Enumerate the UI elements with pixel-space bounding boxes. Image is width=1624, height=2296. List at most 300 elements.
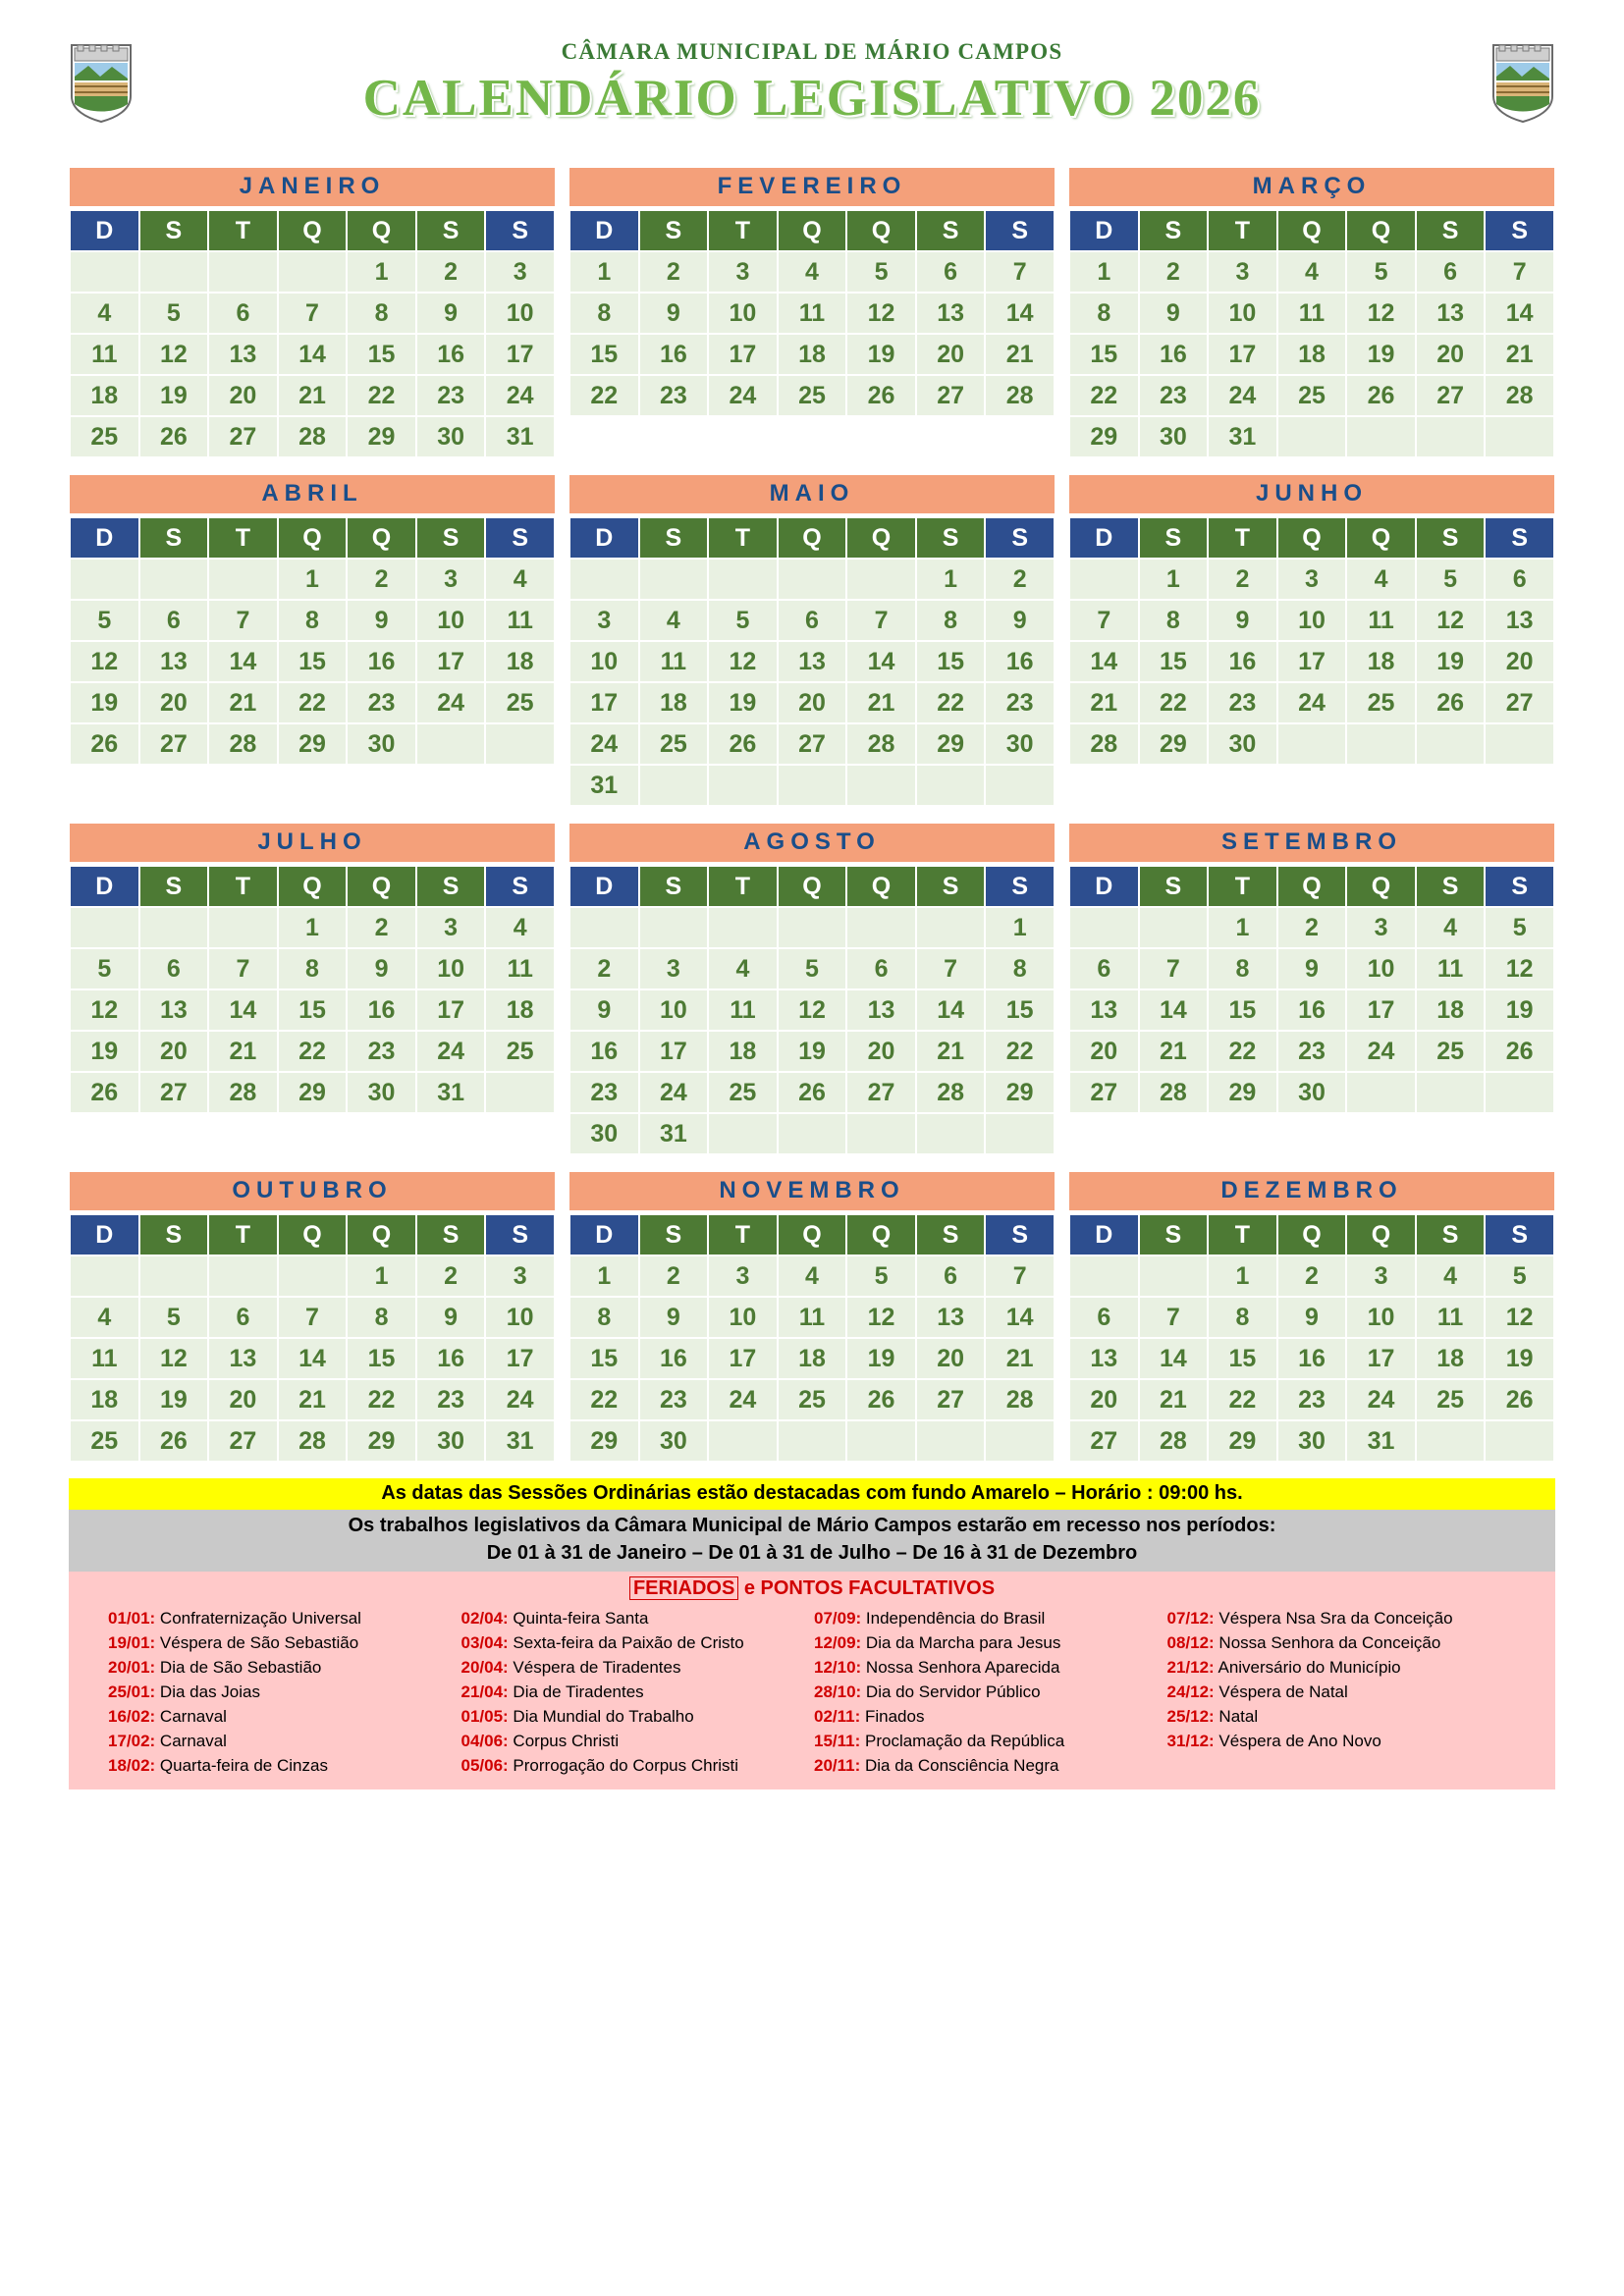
day-cell[interactable]: 14 <box>279 335 347 374</box>
day-cell[interactable]: 11 <box>779 294 846 333</box>
day-cell[interactable]: 7 <box>279 1298 347 1337</box>
day-cell[interactable]: 7 <box>1070 601 1138 640</box>
day-cell[interactable]: 1 <box>570 252 638 292</box>
day-cell[interactable]: 18 <box>640 683 708 722</box>
day-cell[interactable]: 18 <box>486 642 554 681</box>
day-cell[interactable]: 28 <box>986 376 1054 415</box>
day-cell[interactable]: 15 <box>279 990 347 1030</box>
day-cell[interactable]: 21 <box>917 1032 985 1071</box>
day-cell[interactable]: 6 <box>1417 252 1485 292</box>
day-cell[interactable]: 14 <box>986 1298 1054 1337</box>
day-cell[interactable]: 19 <box>71 683 138 722</box>
day-cell[interactable]: 18 <box>709 1032 777 1071</box>
day-cell[interactable]: 1 <box>1209 908 1276 947</box>
day-cell[interactable]: 10 <box>1347 1298 1415 1337</box>
day-cell[interactable]: 31 <box>486 417 554 456</box>
day-cell[interactable]: 10 <box>486 1298 554 1337</box>
day-cell[interactable]: 5 <box>1486 908 1553 947</box>
day-cell[interactable]: 11 <box>709 990 777 1030</box>
day-cell[interactable]: 18 <box>1417 990 1485 1030</box>
day-cell[interactable]: 9 <box>417 1298 485 1337</box>
day-cell[interactable]: 19 <box>847 1339 915 1378</box>
day-cell[interactable]: 26 <box>1486 1380 1553 1419</box>
day-cell[interactable]: 11 <box>486 949 554 988</box>
day-cell[interactable]: 11 <box>1417 1298 1485 1337</box>
day-cell[interactable]: 16 <box>1140 335 1208 374</box>
day-cell[interactable]: 28 <box>1140 1073 1208 1112</box>
day-cell[interactable]: 6 <box>209 294 277 333</box>
day-cell[interactable]: 25 <box>71 1421 138 1461</box>
day-cell[interactable]: 24 <box>1278 683 1346 722</box>
day-cell[interactable]: 5 <box>1486 1256 1553 1296</box>
day-cell[interactable]: 13 <box>1417 294 1485 333</box>
day-cell[interactable]: 2 <box>640 1256 708 1296</box>
day-cell[interactable]: 26 <box>140 417 208 456</box>
day-cell[interactable]: 3 <box>640 949 708 988</box>
day-cell[interactable]: 14 <box>1486 294 1553 333</box>
day-cell[interactable]: 2 <box>1278 908 1346 947</box>
day-cell[interactable]: 18 <box>779 335 846 374</box>
day-cell[interactable]: 27 <box>209 417 277 456</box>
day-cell[interactable]: 21 <box>1140 1380 1208 1419</box>
day-cell[interactable]: 6 <box>1070 949 1138 988</box>
day-cell[interactable]: 29 <box>348 417 415 456</box>
day-cell[interactable]: 8 <box>570 1298 638 1337</box>
day-cell[interactable]: 27 <box>779 724 846 764</box>
day-cell[interactable]: 1 <box>570 1256 638 1296</box>
day-cell[interactable]: 1 <box>1209 1256 1276 1296</box>
day-cell[interactable]: 8 <box>1070 294 1138 333</box>
day-cell[interactable]: 19 <box>140 1380 208 1419</box>
day-cell[interactable]: 31 <box>417 1073 485 1112</box>
day-cell[interactable]: 1 <box>348 1256 415 1296</box>
day-cell[interactable]: 12 <box>709 642 777 681</box>
day-cell[interactable]: 27 <box>1070 1073 1138 1112</box>
day-cell[interactable]: 23 <box>640 1380 708 1419</box>
day-cell[interactable]: 26 <box>779 1073 846 1112</box>
day-cell[interactable]: 21 <box>1070 683 1138 722</box>
day-cell[interactable]: 21 <box>847 683 915 722</box>
day-cell[interactable]: 29 <box>1209 1073 1276 1112</box>
day-cell[interactable]: 27 <box>1070 1421 1138 1461</box>
day-cell[interactable]: 4 <box>1417 908 1485 947</box>
day-cell[interactable]: 13 <box>209 1339 277 1378</box>
day-cell[interactable]: 3 <box>486 1256 554 1296</box>
day-cell[interactable]: 25 <box>486 683 554 722</box>
day-cell[interactable]: 22 <box>279 683 347 722</box>
day-cell[interactable]: 24 <box>417 683 485 722</box>
day-cell[interactable]: 9 <box>348 949 415 988</box>
day-cell[interactable]: 21 <box>986 335 1054 374</box>
day-cell[interactable]: 11 <box>1347 601 1415 640</box>
day-cell[interactable]: 6 <box>779 601 846 640</box>
day-cell[interactable]: 16 <box>417 1339 485 1378</box>
day-cell[interactable]: 29 <box>1070 417 1138 456</box>
day-cell[interactable]: 17 <box>1278 642 1346 681</box>
day-cell[interactable]: 10 <box>417 949 485 988</box>
day-cell[interactable]: 25 <box>1417 1032 1485 1071</box>
day-cell[interactable]: 1 <box>348 252 415 292</box>
day-cell[interactable]: 24 <box>1347 1380 1415 1419</box>
day-cell[interactable]: 22 <box>1140 683 1208 722</box>
day-cell[interactable]: 30 <box>1278 1073 1346 1112</box>
day-cell[interactable]: 17 <box>570 683 638 722</box>
day-cell[interactable]: 29 <box>279 1073 347 1112</box>
day-cell[interactable]: 20 <box>917 335 985 374</box>
day-cell[interactable]: 27 <box>917 376 985 415</box>
day-cell[interactable]: 19 <box>1347 335 1415 374</box>
day-cell[interactable]: 31 <box>640 1114 708 1153</box>
day-cell[interactable]: 12 <box>847 294 915 333</box>
day-cell[interactable]: 7 <box>1140 1298 1208 1337</box>
day-cell[interactable]: 20 <box>209 376 277 415</box>
day-cell[interactable]: 11 <box>486 601 554 640</box>
day-cell[interactable]: 29 <box>917 724 985 764</box>
day-cell[interactable]: 12 <box>71 642 138 681</box>
day-cell[interactable]: 20 <box>1070 1032 1138 1071</box>
day-cell[interactable]: 2 <box>417 252 485 292</box>
day-cell[interactable]: 15 <box>1070 335 1138 374</box>
day-cell[interactable]: 29 <box>570 1421 638 1461</box>
day-cell[interactable]: 19 <box>1417 642 1485 681</box>
day-cell[interactable]: 22 <box>570 1380 638 1419</box>
day-cell[interactable]: 3 <box>709 1256 777 1296</box>
day-cell[interactable]: 3 <box>709 252 777 292</box>
day-cell[interactable]: 6 <box>847 949 915 988</box>
day-cell[interactable]: 19 <box>779 1032 846 1071</box>
day-cell[interactable]: 22 <box>986 1032 1054 1071</box>
day-cell[interactable]: 2 <box>570 949 638 988</box>
day-cell[interactable]: 2 <box>640 252 708 292</box>
day-cell[interactable]: 27 <box>847 1073 915 1112</box>
day-cell[interactable]: 15 <box>570 1339 638 1378</box>
day-cell[interactable]: 7 <box>279 294 347 333</box>
day-cell[interactable]: 8 <box>279 949 347 988</box>
day-cell[interactable]: 4 <box>1347 560 1415 599</box>
day-cell[interactable]: 28 <box>279 417 347 456</box>
day-cell[interactable]: 11 <box>71 335 138 374</box>
day-cell[interactable]: 15 <box>570 335 638 374</box>
day-cell[interactable]: 28 <box>209 724 277 764</box>
day-cell[interactable]: 28 <box>279 1421 347 1461</box>
day-cell[interactable]: 2 <box>1140 252 1208 292</box>
day-cell[interactable]: 31 <box>1209 417 1276 456</box>
day-cell[interactable]: 1 <box>1140 560 1208 599</box>
day-cell[interactable]: 3 <box>417 560 485 599</box>
day-cell[interactable]: 20 <box>1486 642 1553 681</box>
day-cell[interactable]: 24 <box>486 1380 554 1419</box>
day-cell[interactable]: 4 <box>779 252 846 292</box>
day-cell[interactable]: 18 <box>1417 1339 1485 1378</box>
day-cell[interactable]: 25 <box>71 417 138 456</box>
day-cell[interactable]: 20 <box>140 1032 208 1071</box>
day-cell[interactable]: 17 <box>1347 990 1415 1030</box>
day-cell[interactable]: 24 <box>1347 1032 1415 1071</box>
day-cell[interactable]: 5 <box>779 949 846 988</box>
day-cell[interactable]: 9 <box>640 1298 708 1337</box>
day-cell[interactable]: 5 <box>1347 252 1415 292</box>
day-cell[interactable]: 19 <box>140 376 208 415</box>
day-cell[interactable]: 27 <box>1417 376 1485 415</box>
day-cell[interactable]: 5 <box>709 601 777 640</box>
day-cell[interactable]: 25 <box>779 1380 846 1419</box>
day-cell[interactable]: 2 <box>1209 560 1276 599</box>
day-cell[interactable]: 25 <box>486 1032 554 1071</box>
day-cell[interactable]: 18 <box>779 1339 846 1378</box>
day-cell[interactable]: 26 <box>709 724 777 764</box>
day-cell[interactable]: 21 <box>1486 335 1553 374</box>
day-cell[interactable]: 15 <box>986 990 1054 1030</box>
day-cell[interactable]: 20 <box>1417 335 1485 374</box>
day-cell[interactable]: 26 <box>1347 376 1415 415</box>
day-cell[interactable]: 12 <box>1347 294 1415 333</box>
day-cell[interactable]: 1 <box>279 908 347 947</box>
day-cell[interactable]: 10 <box>640 990 708 1030</box>
day-cell[interactable]: 17 <box>640 1032 708 1071</box>
day-cell[interactable]: 17 <box>417 642 485 681</box>
day-cell[interactable]: 13 <box>847 990 915 1030</box>
day-cell[interactable]: 9 <box>1278 949 1346 988</box>
day-cell[interactable]: 4 <box>71 294 138 333</box>
day-cell[interactable]: 30 <box>1140 417 1208 456</box>
day-cell[interactable]: 17 <box>1209 335 1276 374</box>
day-cell[interactable]: 10 <box>1209 294 1276 333</box>
day-cell[interactable]: 28 <box>986 1380 1054 1419</box>
day-cell[interactable]: 8 <box>1209 949 1276 988</box>
day-cell[interactable]: 16 <box>348 990 415 1030</box>
day-cell[interactable]: 3 <box>417 908 485 947</box>
day-cell[interactable]: 30 <box>570 1114 638 1153</box>
day-cell[interactable]: 7 <box>1486 252 1553 292</box>
day-cell[interactable]: 9 <box>1209 601 1276 640</box>
day-cell[interactable]: 14 <box>1070 642 1138 681</box>
day-cell[interactable]: 29 <box>1140 724 1208 764</box>
day-cell[interactable]: 1 <box>917 560 985 599</box>
day-cell[interactable]: 24 <box>709 376 777 415</box>
day-cell[interactable]: 23 <box>570 1073 638 1112</box>
day-cell[interactable]: 4 <box>1417 1256 1485 1296</box>
day-cell[interactable]: 11 <box>640 642 708 681</box>
day-cell[interactable]: 12 <box>1486 949 1553 988</box>
day-cell[interactable]: 8 <box>348 294 415 333</box>
day-cell[interactable]: 14 <box>209 642 277 681</box>
day-cell[interactable]: 15 <box>348 335 415 374</box>
day-cell[interactable]: 24 <box>570 724 638 764</box>
day-cell[interactable]: 9 <box>1278 1298 1346 1337</box>
day-cell[interactable]: 3 <box>486 252 554 292</box>
day-cell[interactable]: 1 <box>986 908 1054 947</box>
day-cell[interactable]: 24 <box>486 376 554 415</box>
day-cell[interactable]: 25 <box>709 1073 777 1112</box>
day-cell[interactable]: 26 <box>1486 1032 1553 1071</box>
day-cell[interactable]: 21 <box>1140 1032 1208 1071</box>
day-cell[interactable]: 23 <box>1278 1032 1346 1071</box>
day-cell[interactable]: 5 <box>847 1256 915 1296</box>
day-cell[interactable]: 30 <box>640 1421 708 1461</box>
day-cell[interactable]: 2 <box>348 908 415 947</box>
day-cell[interactable]: 25 <box>1347 683 1415 722</box>
day-cell[interactable]: 13 <box>140 990 208 1030</box>
day-cell[interactable]: 20 <box>1070 1380 1138 1419</box>
day-cell[interactable]: 4 <box>486 908 554 947</box>
day-cell[interactable]: 4 <box>779 1256 846 1296</box>
day-cell[interactable]: 12 <box>779 990 846 1030</box>
day-cell[interactable]: 23 <box>348 683 415 722</box>
day-cell[interactable]: 12 <box>847 1298 915 1337</box>
day-cell[interactable]: 11 <box>1417 949 1485 988</box>
day-cell[interactable]: 30 <box>986 724 1054 764</box>
day-cell[interactable]: 13 <box>917 1298 985 1337</box>
day-cell[interactable]: 18 <box>71 1380 138 1419</box>
day-cell[interactable]: 28 <box>209 1073 277 1112</box>
day-cell[interactable]: 10 <box>570 642 638 681</box>
day-cell[interactable]: 12 <box>71 990 138 1030</box>
day-cell[interactable]: 10 <box>709 294 777 333</box>
day-cell[interactable]: 24 <box>1209 376 1276 415</box>
day-cell[interactable]: 2 <box>348 560 415 599</box>
day-cell[interactable]: 13 <box>1486 601 1553 640</box>
day-cell[interactable]: 25 <box>1417 1380 1485 1419</box>
day-cell[interactable]: 24 <box>709 1380 777 1419</box>
day-cell[interactable]: 26 <box>140 1421 208 1461</box>
day-cell[interactable]: 16 <box>1278 990 1346 1030</box>
day-cell[interactable]: 15 <box>279 642 347 681</box>
day-cell[interactable]: 12 <box>140 1339 208 1378</box>
day-cell[interactable]: 23 <box>417 1380 485 1419</box>
day-cell[interactable]: 29 <box>986 1073 1054 1112</box>
day-cell[interactable]: 3 <box>1347 908 1415 947</box>
day-cell[interactable]: 7 <box>1140 949 1208 988</box>
day-cell[interactable]: 16 <box>640 335 708 374</box>
day-cell[interactable]: 19 <box>71 1032 138 1071</box>
day-cell[interactable]: 22 <box>348 1380 415 1419</box>
day-cell[interactable]: 26 <box>71 1073 138 1112</box>
day-cell[interactable]: 11 <box>1278 294 1346 333</box>
day-cell[interactable]: 7 <box>986 1256 1054 1296</box>
day-cell[interactable]: 4 <box>71 1298 138 1337</box>
day-cell[interactable]: 5 <box>71 949 138 988</box>
day-cell[interactable]: 17 <box>709 1339 777 1378</box>
day-cell[interactable]: 25 <box>1278 376 1346 415</box>
day-cell[interactable]: 24 <box>640 1073 708 1112</box>
day-cell[interactable]: 5 <box>847 252 915 292</box>
day-cell[interactable]: 12 <box>1417 601 1485 640</box>
day-cell[interactable]: 17 <box>486 1339 554 1378</box>
day-cell[interactable]: 13 <box>917 294 985 333</box>
day-cell[interactable]: 4 <box>640 601 708 640</box>
day-cell[interactable]: 29 <box>1209 1421 1276 1461</box>
day-cell[interactable]: 12 <box>140 335 208 374</box>
day-cell[interactable]: 31 <box>570 766 638 805</box>
day-cell[interactable]: 25 <box>779 376 846 415</box>
day-cell[interactable]: 23 <box>348 1032 415 1071</box>
day-cell[interactable]: 5 <box>140 1298 208 1337</box>
day-cell[interactable]: 17 <box>417 990 485 1030</box>
day-cell[interactable]: 23 <box>640 376 708 415</box>
day-cell[interactable]: 30 <box>1278 1421 1346 1461</box>
day-cell[interactable]: 17 <box>486 335 554 374</box>
day-cell[interactable]: 27 <box>140 724 208 764</box>
day-cell[interactable]: 6 <box>917 1256 985 1296</box>
day-cell[interactable]: 20 <box>209 1380 277 1419</box>
day-cell[interactable]: 8 <box>570 294 638 333</box>
day-cell[interactable]: 13 <box>209 335 277 374</box>
day-cell[interactable]: 18 <box>486 990 554 1030</box>
day-cell[interactable]: 21 <box>279 376 347 415</box>
day-cell[interactable]: 15 <box>1209 1339 1276 1378</box>
day-cell[interactable]: 26 <box>71 724 138 764</box>
day-cell[interactable]: 28 <box>1486 376 1553 415</box>
day-cell[interactable]: 21 <box>279 1380 347 1419</box>
day-cell[interactable]: 21 <box>986 1339 1054 1378</box>
day-cell[interactable]: 23 <box>417 376 485 415</box>
day-cell[interactable]: 4 <box>1278 252 1346 292</box>
day-cell[interactable]: 21 <box>209 1032 277 1071</box>
day-cell[interactable]: 7 <box>917 949 985 988</box>
day-cell[interactable]: 6 <box>917 252 985 292</box>
day-cell[interactable]: 19 <box>709 683 777 722</box>
day-cell[interactable]: 10 <box>1278 601 1346 640</box>
day-cell[interactable]: 9 <box>640 294 708 333</box>
day-cell[interactable]: 26 <box>847 376 915 415</box>
day-cell[interactable]: 15 <box>917 642 985 681</box>
day-cell[interactable]: 27 <box>1486 683 1553 722</box>
day-cell[interactable]: 23 <box>986 683 1054 722</box>
day-cell[interactable]: 29 <box>279 724 347 764</box>
day-cell[interactable]: 7 <box>209 601 277 640</box>
day-cell[interactable]: 10 <box>709 1298 777 1337</box>
day-cell[interactable]: 14 <box>279 1339 347 1378</box>
day-cell[interactable]: 16 <box>1209 642 1276 681</box>
day-cell[interactable]: 14 <box>847 642 915 681</box>
day-cell[interactable]: 28 <box>1140 1421 1208 1461</box>
day-cell[interactable]: 5 <box>1417 560 1485 599</box>
day-cell[interactable]: 30 <box>1209 724 1276 764</box>
day-cell[interactable]: 30 <box>417 417 485 456</box>
day-cell[interactable]: 6 <box>140 949 208 988</box>
day-cell[interactable]: 9 <box>986 601 1054 640</box>
day-cell[interactable]: 3 <box>570 601 638 640</box>
day-cell[interactable]: 10 <box>486 294 554 333</box>
day-cell[interactable]: 8 <box>348 1298 415 1337</box>
day-cell[interactable]: 13 <box>779 642 846 681</box>
day-cell[interactable]: 7 <box>847 601 915 640</box>
day-cell[interactable]: 3 <box>1347 1256 1415 1296</box>
day-cell[interactable]: 17 <box>709 335 777 374</box>
day-cell[interactable]: 10 <box>417 601 485 640</box>
day-cell[interactable]: 1 <box>279 560 347 599</box>
day-cell[interactable]: 18 <box>1278 335 1346 374</box>
day-cell[interactable]: 23 <box>1278 1380 1346 1419</box>
day-cell[interactable]: 17 <box>1347 1339 1415 1378</box>
day-cell[interactable]: 19 <box>1486 1339 1553 1378</box>
day-cell[interactable]: 15 <box>1140 642 1208 681</box>
day-cell[interactable]: 27 <box>209 1421 277 1461</box>
day-cell[interactable]: 23 <box>1140 376 1208 415</box>
day-cell[interactable]: 16 <box>640 1339 708 1378</box>
day-cell[interactable]: 9 <box>348 601 415 640</box>
day-cell[interactable]: 16 <box>348 642 415 681</box>
day-cell[interactable]: 5 <box>71 601 138 640</box>
day-cell[interactable]: 26 <box>847 1380 915 1419</box>
day-cell[interactable]: 9 <box>570 990 638 1030</box>
day-cell[interactable]: 13 <box>1070 1339 1138 1378</box>
day-cell[interactable]: 15 <box>1209 990 1276 1030</box>
day-cell[interactable]: 12 <box>1486 1298 1553 1337</box>
day-cell[interactable]: 16 <box>417 335 485 374</box>
day-cell[interactable]: 16 <box>986 642 1054 681</box>
day-cell[interactable]: 14 <box>1140 990 1208 1030</box>
